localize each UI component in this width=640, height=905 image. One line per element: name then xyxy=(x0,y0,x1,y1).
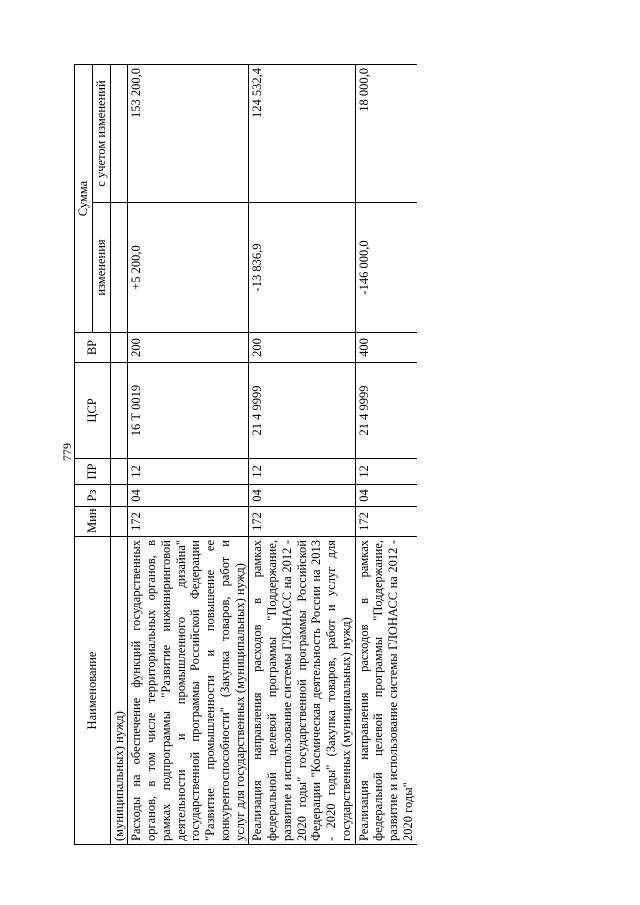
cell-rz: 04 xyxy=(249,485,355,507)
cell-changes xyxy=(110,203,128,333)
header-pr: ПР xyxy=(75,459,111,485)
header-with-changes: с учетом изменений xyxy=(92,65,110,203)
cell-min: 172 xyxy=(249,507,355,537)
header-csr: ЦСР xyxy=(75,363,111,459)
cell-vr: 400 xyxy=(355,333,417,363)
table-row xyxy=(128,65,249,845)
table-row xyxy=(355,65,417,845)
cell-csr: 21 4 9999 xyxy=(355,363,417,459)
cell-pr: 12 xyxy=(355,459,417,485)
cell-rz: 04 xyxy=(355,485,417,507)
cell-rz xyxy=(110,485,128,507)
cell-vr xyxy=(110,333,128,363)
budget-table xyxy=(74,64,417,845)
cell-csr: 16 Т 0019 xyxy=(128,363,249,459)
cell-with-changes: 153 200,0 xyxy=(128,65,249,203)
cell-min: 172 xyxy=(355,507,417,537)
cell-name: Реализация направления расходов в рамках федеральной целевой программы "Поддержание, развитие и использование системы ГЛОНАСС на 2012 - 2020 годы" государственной программы Российской Федерации "Космическая деятельность России на 2013 - 2020 годы" (Закупка товаров, работ и услуг для государственных (муниципальных) нужд) xyxy=(249,537,355,845)
cell-name: Реализация направления расходов в рамках федеральной целевой программы "Поддержание, развитие и использование системы ГЛОНАСС на 2012 - 2020 годы" xyxy=(355,537,417,845)
cell-with-changes: 18 000,0 xyxy=(355,65,417,203)
cell-name: (муниципальных) нужд) xyxy=(110,537,128,845)
cell-pr: 12 xyxy=(249,459,355,485)
cell-min xyxy=(110,507,128,537)
cell-pr xyxy=(110,459,128,485)
cell-with-changes: 124 532,4 xyxy=(249,65,355,203)
cell-min: 172 xyxy=(128,507,249,537)
rotated-page xyxy=(74,65,594,845)
cell-changes: -146 000,0 xyxy=(355,203,417,333)
header-name: Наименование xyxy=(75,537,111,845)
header-rz: Рз xyxy=(75,485,111,507)
header-row-1 xyxy=(75,65,93,845)
header-changes: изменения xyxy=(92,203,110,333)
cell-changes: +5 200,0 xyxy=(128,203,249,333)
table-row-carryover xyxy=(110,65,128,845)
cell-rz: 04 xyxy=(128,485,249,507)
cell-changes: -13 836,9 xyxy=(249,203,355,333)
cell-csr xyxy=(110,363,128,459)
table-row xyxy=(249,65,355,845)
cell-csr: 21 4 9999 xyxy=(249,363,355,459)
cell-pr: 12 xyxy=(128,459,249,485)
cell-with-changes xyxy=(110,65,128,203)
header-vr: ВР xyxy=(75,333,111,363)
cell-name: Расходы на обеспечение функций государственных органов, в том числе территориальных органов, в рамках подпрограммы "Развитие инжиниринговой деятельности и промышленного дизайна" государственной программы Российской Федерации "Развитие промышленности и повышение ее конкурентоспособности" (Закупка товаров, работ и услуг для государственных (муниципальных) нужд) xyxy=(128,537,249,845)
header-sum: Сумма xyxy=(75,65,93,333)
cell-vr: 200 xyxy=(128,333,249,363)
cell-vr: 200 xyxy=(249,333,355,363)
header-min: Мин xyxy=(75,507,111,537)
